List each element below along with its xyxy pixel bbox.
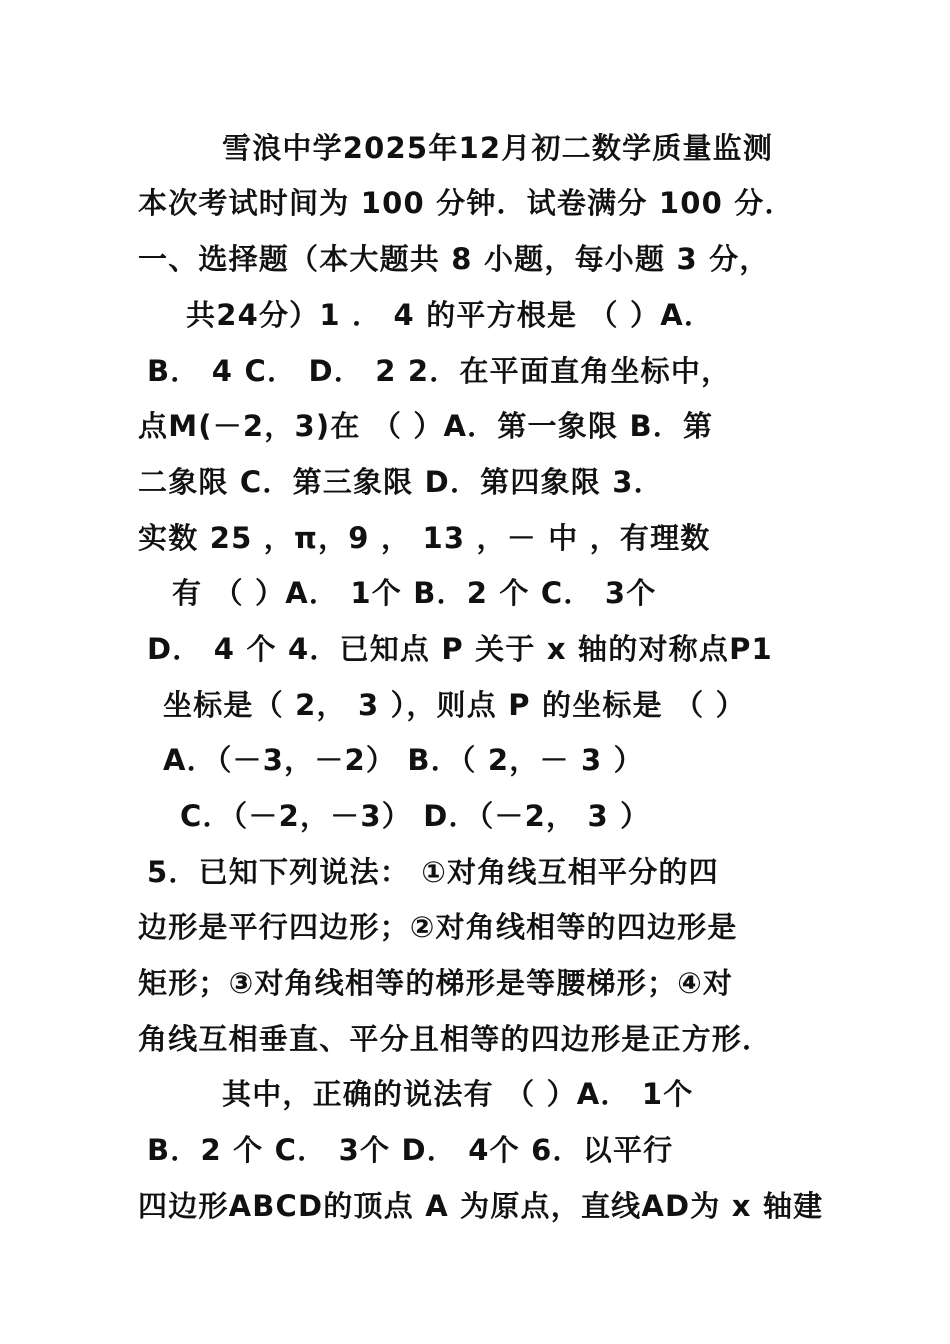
text-line: 角线互相垂直、平分且相等的四边形是正方形． xyxy=(138,1022,773,1056)
exam-title: 雪浪中学2025年12月初二数学质量监测 xyxy=(222,131,774,165)
text-line: 其中，正确的说法有 （ ）A． 1个 xyxy=(222,1077,694,1111)
text-line: B．2 个 C． 3个 D． 4个 6．以平行 xyxy=(147,1133,674,1167)
text-line: A．（－3，－2） B．（ 2，－ 3 ） xyxy=(163,743,644,777)
text-line: B． 4 C． D． 2 2．在平面直角坐标中， xyxy=(147,354,732,388)
text-line: 实数 25 ，π，9 ， 13 ，－ 中 ，有理数 xyxy=(138,521,711,555)
text-line: 矩形；③对角线相等的梯形是等腰梯形；④对 xyxy=(138,966,734,1000)
text-line: 一、选择题（本大题共 8 小题，每小题 3 分， xyxy=(138,242,770,276)
text-line: 二象限 C．第三象限 D．第四象限 3． xyxy=(138,465,664,499)
text-line: 点M(－2，3)在 （ ）A．第一象限 B．第 xyxy=(138,409,714,443)
text-line: 边形是平行四边形；②对角线相等的四边形是 xyxy=(138,910,738,944)
text-line: 本次考试时间为 100 分钟．试卷满分 100 分． xyxy=(138,186,795,220)
text-line: 5．已知下列说法： ①对角线互相平分的四 xyxy=(147,855,719,889)
text-line: 有 （ ）A． 1个 B．2 个 C． 3个 xyxy=(172,576,657,610)
text-line: 坐标是（ 2， 3 ），则点 P 的坐标是 （ ） xyxy=(163,688,746,722)
text-line: 共24分）1 ． 4 的平方根是 （ ）A． xyxy=(186,298,715,332)
text-line: C．（－2，－3） D．（－2， 3 ） xyxy=(180,799,651,833)
text-line: 四边形ABCD的顶点 A 为原点，直线AD为 x 轴建 xyxy=(138,1189,824,1223)
text-line: D． 4 个 4．已知点 P 关于 x 轴的对称点P1 xyxy=(147,632,773,666)
